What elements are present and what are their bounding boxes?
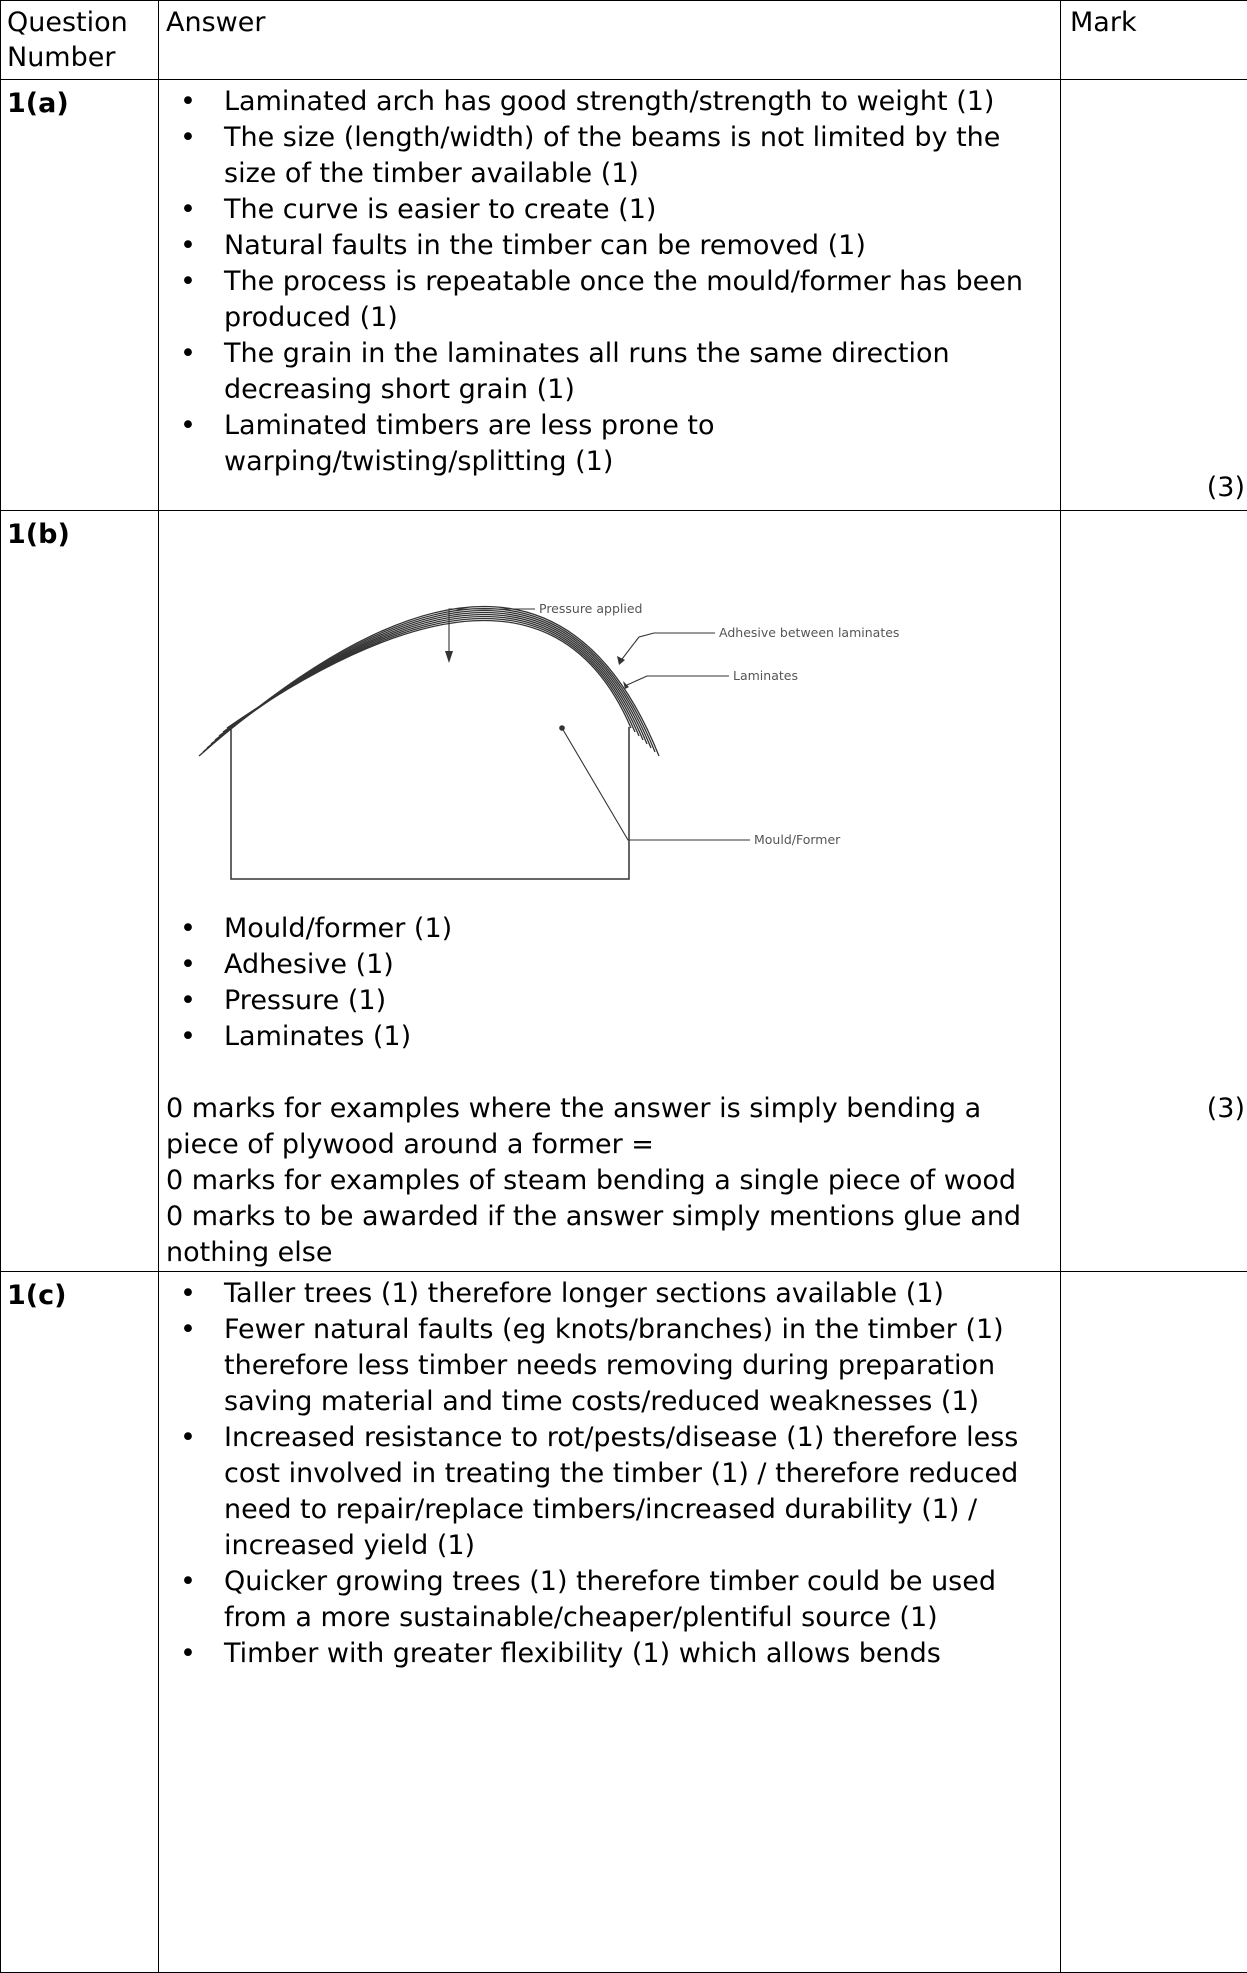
list-item: • Laminated arch has good strength/strength to weight (1) — [166, 84, 1050, 120]
list-item: • The curve is easier to create (1) — [166, 192, 1050, 228]
bullet-icon: • — [180, 911, 196, 947]
list-item: • The grain in the laminates all runs the same direction decreasing short grain (1) — [166, 336, 1050, 408]
laminating-diagram — [159, 511, 1060, 911]
list-item: • Adhesive (1) — [166, 947, 1050, 983]
header-answer: Answer — [159, 1, 1061, 80]
note-text: 0 marks for examples where the answer is simply bending a piece of plywood around a former = — [166, 1091, 1050, 1163]
list-item: • Timber with greater flexibility (1) which allows bends — [166, 1636, 1050, 1672]
list-item: • Natural faults in the timber can be removed (1) — [166, 228, 1050, 264]
bullet-icon: • — [180, 264, 196, 300]
bullet-icon: • — [180, 192, 196, 228]
answer-list — [166, 84, 1050, 480]
bullet-icon: • — [180, 1636, 196, 1672]
mark-value: (3) — [1207, 472, 1245, 503]
question-row-1b — [1, 511, 1247, 1272]
bullet-icon: • — [180, 228, 196, 264]
label-adhesive: Adhesive between laminates — [719, 625, 899, 640]
bullet-icon: • — [180, 120, 196, 156]
header-question-number: Question Number — [1, 1, 159, 80]
list-item: • Fewer natural faults (eg knots/branches) in the timber (1) therefore less timber needs removing during preparation saving material and time costs/reduced weaknesses (1) — [166, 1312, 1050, 1420]
question-row-1c — [1, 1272, 1247, 1973]
list-item: • Mould/former (1) — [166, 911, 1050, 947]
bullet-icon: • — [180, 983, 196, 1019]
list-item: • The process is repeatable once the mould/former has been produced (1) — [166, 264, 1050, 336]
header-mark: Mark — [1061, 1, 1247, 80]
label-mould-former: Mould/Former — [754, 832, 841, 847]
list-item: • Laminates (1) — [166, 1019, 1050, 1055]
list-item: • Pressure (1) — [166, 983, 1050, 1019]
question-number: 1(b) — [1, 511, 158, 552]
list-item: • Quicker growing trees (1) therefore timber could be used from a more sustainable/cheaper/plentiful source (1) — [166, 1564, 1050, 1636]
note-text: 0 marks for examples of steam bending a single piece of wood — [166, 1163, 1050, 1199]
bullet-icon: • — [180, 1312, 196, 1348]
bullet-icon: • — [180, 947, 196, 983]
question-row-1a — [1, 80, 1247, 511]
list-item: • Laminated timbers are less prone to warping/twisting/splitting (1) — [166, 408, 1050, 480]
label-laminates: Laminates — [733, 668, 798, 683]
bullet-icon: • — [180, 336, 196, 372]
bullet-icon: • — [180, 1276, 196, 1312]
list-item: • Taller trees (1) therefore longer sections available (1) — [166, 1276, 1050, 1312]
label-pressure-applied: Pressure applied — [539, 601, 642, 616]
question-number: 1(a) — [1, 80, 158, 121]
answer-list — [166, 911, 1050, 1055]
bullet-icon: • — [180, 1564, 196, 1600]
answer-list — [166, 1276, 1050, 1672]
list-item: • Increased resistance to rot/pests/disease (1) therefore less cost involved in treating the timber (1) / therefore reduced need to repair/replace timbers/increased durability (1) / increased yield (1) — [166, 1420, 1050, 1564]
bullet-icon: • — [180, 1019, 196, 1055]
header-row — [1, 1, 1247, 80]
bullet-icon: • — [180, 408, 196, 444]
list-item: • The size (length/width) of the beams is not limited by the size of the timber available (1) — [166, 120, 1050, 192]
bullet-icon: • — [180, 1420, 196, 1456]
note-text: 0 marks to be awarded if the answer simply mentions glue and nothing else — [166, 1199, 1050, 1271]
question-number: 1(c) — [1, 1272, 158, 1313]
marking-notes — [166, 1091, 1050, 1271]
bullet-icon: • — [180, 84, 196, 120]
mark-value: (3) — [1207, 1093, 1245, 1124]
